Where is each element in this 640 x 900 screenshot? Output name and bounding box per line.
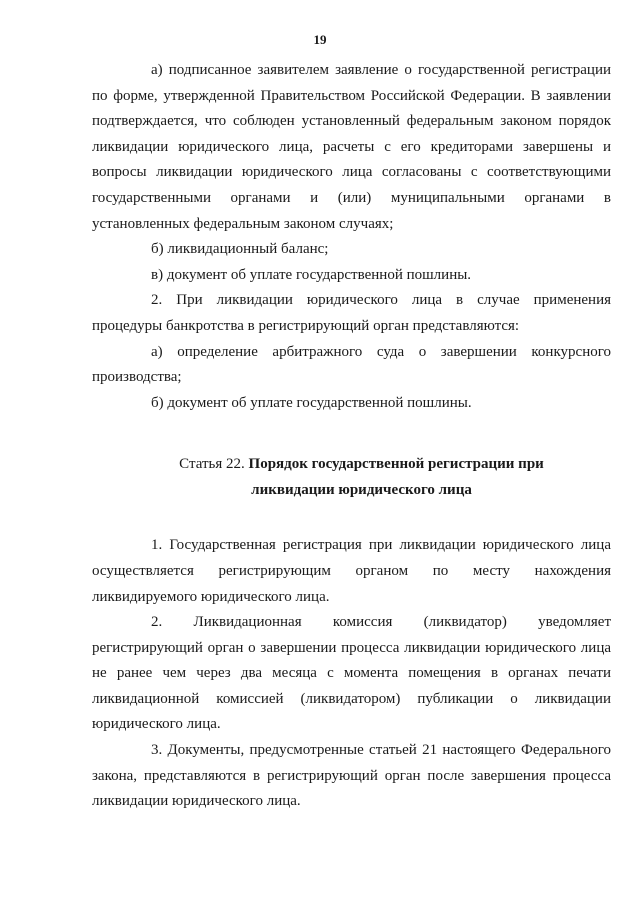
page-number: 19 (313, 32, 327, 47)
article-22-paragraph-1: 1. Государственная регистрация при ликвидации юридического лица осуществляется регистрирующим органом по месту нахождения ликвидируемого юридического лица. (92, 537, 611, 605)
document-body (92, 58, 611, 815)
article-22-paragraph-2: 2. Ликвидационная комиссия (ликвидатор) уведомляет регистрирующий орган о завершении процесса ликвидации юридического лица не ранее чем через два месяца с момента помещения в органах печати ликвидационной комиссией (ликвидатором) публикации о ликвидации юридического лица. (92, 614, 611, 733)
paragraph-a-application: а) подписанное заявителем заявление о государственной регистрации по форме, утвержденной Правительством Российской Федерации. В заявлении подтверждается, что соблюден установленный федеральным законом порядок ликвидации юридического лица, расчеты с его кредиторами завершены и вопросы ликвидации юридического лица согласованы с соответствующими государственными органами и (или) муниципальными органами в установленных федеральным законом случаях; (92, 62, 611, 232)
article-number: Статья 22. (179, 456, 245, 473)
paragraph-2-bankruptcy: 2. При ликвидации юридического лица в случае применения процедуры банкротства в регистрирующий орган представляются: (92, 292, 611, 334)
paragraph-a-court-decision: а) определение арбитражного суда о завершении конкурсного производства; (92, 343, 611, 386)
article-22-paragraph-3: 3. Документы, предусмотренные статьей 21 настоящего Федерального закона, представляются в регистрирующий орган после завершения процесса ликвидации юридического лица. (92, 742, 611, 810)
paragraph-b-liquidation-balance: б) ликвидационный баланс; (151, 241, 329, 258)
paragraph-c-state-fee: в) документ об уплате государственной пошлины. (151, 266, 472, 283)
paragraph-b-state-fee: б) документ об уплате государственной пошлины. (151, 394, 472, 411)
article-heading-line-1 (112, 451, 611, 477)
article-title-part-1: Порядок государственной регистрации при (248, 456, 544, 473)
article-title-part-2: ликвидации юридического лица (251, 482, 472, 499)
article-heading (92, 451, 611, 503)
